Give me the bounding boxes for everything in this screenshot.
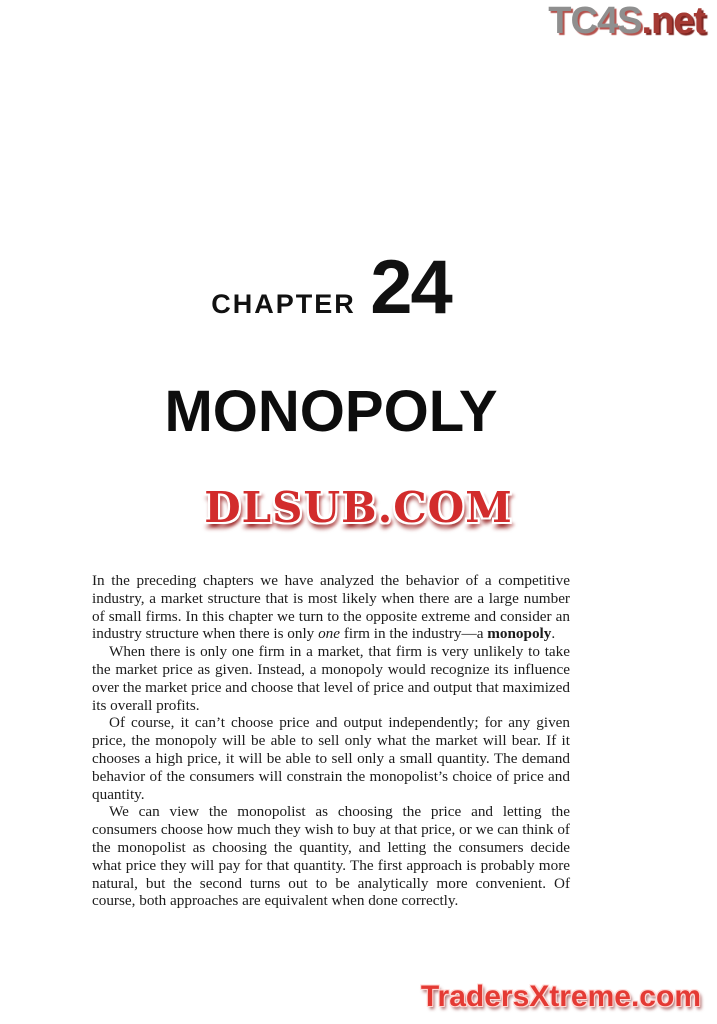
- watermark-tc4s-text: TC4S: [548, 0, 642, 42]
- body-text: [92, 572, 570, 910]
- watermark-dlsub: DLSUB.COM: [204, 483, 513, 532]
- paragraph-2: When there is only one firm in a market, that firm is very unlikely to take the market price as given. Instead, a monopoly would recognize its influence over the market price and choose that level of price and output that maximized its overall profits.: [92, 643, 570, 714]
- watermark-tc4s-suffix: .net: [641, 0, 705, 42]
- chapter-number: 24: [370, 245, 451, 330]
- bold-monopoly: monopoly: [487, 625, 552, 643]
- page-title: MONOPOLY: [164, 379, 498, 444]
- watermark-tradersxtreme: TradersXtreme.com: [420, 980, 701, 1013]
- chapter-heading: [92, 244, 570, 331]
- paragraph-1-period: .: [551, 625, 556, 643]
- chapter-label: CHAPTER: [211, 289, 356, 319]
- paragraph-1-text: In the preceding chapters we have analyzed the behavior of a competitive industry, a market structure that is most likely when there are a large number of small firms. In this chapter we turn to the opposite extreme and consider an industry structure when there is only: [92, 572, 570, 643]
- paragraph-4: We can view the monopolist as choosing the price and letting the consumers choose how much they wish to buy at that price, or we can think of the monopolist as choosing the quantity, and letting the consumers decide what price they will pay for that quantity. The first approach is probably more natural, but the second turns out to be analytically more convenient. Of course, both approaches are equivalent when done correctly.: [92, 803, 570, 910]
- paragraph-3: Of course, it can’t choose price and output independently; for any given price, the monopoly will be able to sell only what the market will bear. If it chooses a high price, it will be able to sell only a small quantity. The demand behavior of the consumers will constrain the monopolist’s choice of price and quantity.: [92, 714, 570, 803]
- paragraph-1-text-cont: firm in the industry—a: [340, 625, 488, 643]
- italic-one: one: [318, 625, 341, 643]
- watermark-tc4s: [548, 0, 705, 43]
- paragraph-1: [92, 572, 570, 643]
